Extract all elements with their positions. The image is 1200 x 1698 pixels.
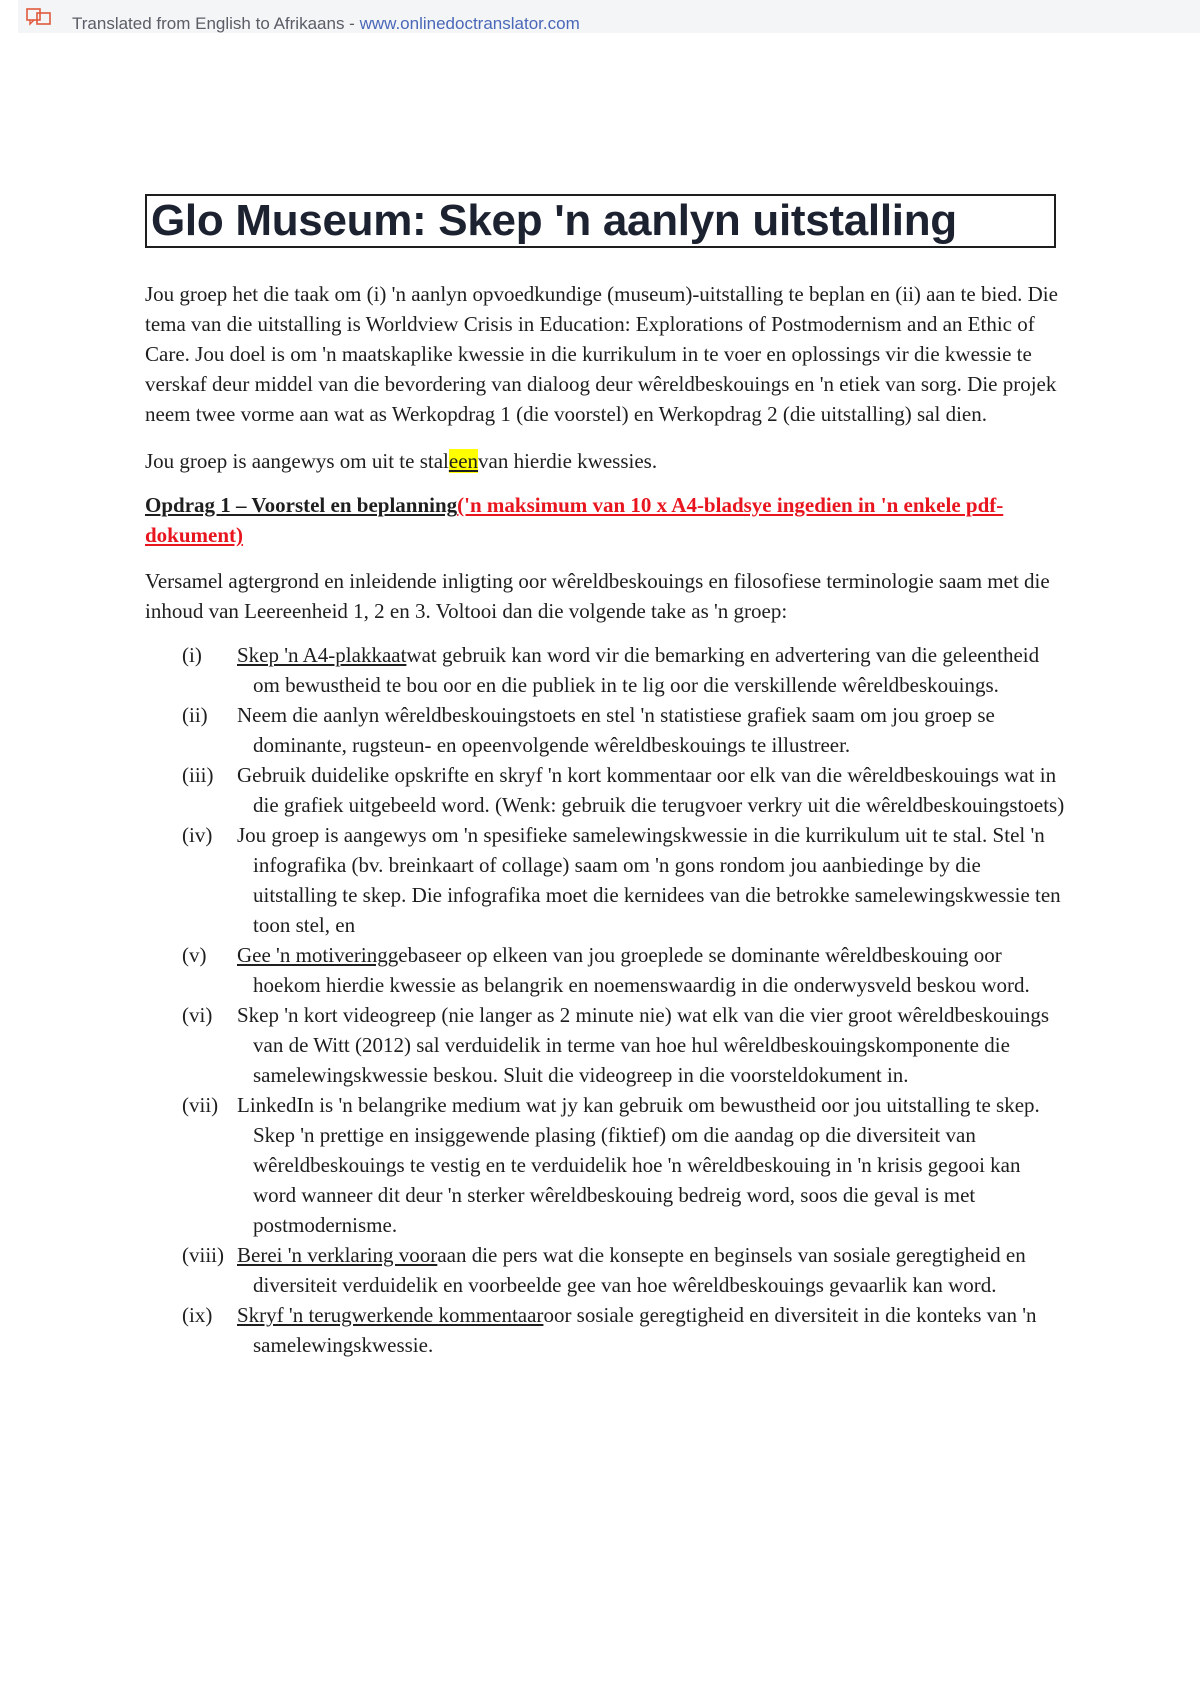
task-number: (vii) [182, 1093, 219, 1117]
task-item [145, 1090, 1065, 1240]
gather-paragraph: Versamel agtergrond en inleidende inligting oor wêreldbeskouings en filosofiese terminologie saam met die inhoud van Leereenheid 1, 2 en 3. Voltooi dan die volgende take as 'n groep: [145, 569, 1050, 623]
task-text: Skep 'n kort videogreep (nie langer as 2 minute nie) wat elk van die vier groot wêreldbeskouings van de Witt (2012) sal verduidelik in terme van hoe hul wêreldbeskouingskomponente die samelewingskwessie beskou. Sluit die videogreep in die voorsteldokument in. [237, 1003, 1050, 1087]
translate-icon [26, 8, 52, 26]
document-body [145, 279, 1065, 1360]
banner-link[interactable]: www.onlinedoctranslator.com [359, 14, 580, 33]
task-number: (ix) [182, 1303, 213, 1327]
banner-prefix: Translated from English to Afrikaans - [72, 14, 360, 33]
task-number: (i) [182, 643, 202, 667]
task-item [145, 1240, 1065, 1300]
task-item [145, 1000, 1065, 1090]
banner-text [72, 14, 580, 33]
task-text: LinkedIn is 'n belangrike medium wat jy kan gebruik om bewustheid oor jou uitstalling te skep. Skep 'n prettige en insiggewende plasing (fiktief) om die aandag op die diversiteit van wêreldbeskouings te vestig en te verduidelik hoe 'n wêreldbeskouing in 'n krisis gegooi kan word wanneer dit deur 'n sterker wêreldbeskouing bedreig word, soos die geval is met postmodernisme. [237, 1093, 1040, 1237]
task1-heading [145, 490, 1065, 550]
assignment-text-start: Jou groep is aangewys om uit te stal [145, 449, 449, 473]
task1-heading-note: ('n maksimum van 10 x A4-bladsye ingedien in 'n enkele pdf-dokument) [145, 493, 1004, 547]
task-lead: Berei 'n verklaring voor [237, 1243, 438, 1267]
task-number: (iii) [182, 763, 214, 787]
task-item [145, 940, 1065, 1000]
task-number: (viii) [182, 1243, 224, 1267]
task-lead: Skryf 'n terugwerkende kommentaar [237, 1303, 544, 1327]
task-number: (iv) [182, 823, 213, 847]
task-text: oor sosiale geregtigheid en diversiteit in die konteks van 'n samelewingskwessie. [253, 1303, 1037, 1357]
task1-heading-text: Opdrag 1 – Voorstel en beplanning [145, 493, 458, 517]
title-box [145, 194, 1056, 248]
task-number: (ii) [182, 703, 208, 727]
task-list [145, 640, 1065, 1360]
highlighted-word: een [448, 449, 479, 473]
assignment-text-end: van hierdie kwessies. [478, 449, 658, 473]
task-text: wat gebruik kan word vir die bemarking en advertering van die geleentheid om bewustheid te bou oor en die publiek in te lig oor die verskillende wêreldbeskouings. [253, 643, 1040, 697]
page-title: Glo Museum: Skep 'n aanlyn uitstalling [151, 196, 957, 245]
task-number: (v) [182, 943, 207, 967]
assignment-paragraph [145, 446, 1065, 476]
task-lead: Skep 'n A4-plakkaat [237, 643, 407, 667]
task-text: gebaseer op elkeen van jou groeplede se dominante wêreldbeskouing oor hoekom hierdie kwessie as belangrik en noemenswaardig in die onderwysveld beskou word. [253, 943, 1030, 997]
task-item [145, 760, 1065, 820]
intro-paragraph: Jou groep het die taak om (i) 'n aanlyn opvoedkundige (museum)-uitstalling te beplan en (ii) aan te bied. Die tema van die uitstalling is Worldview Crisis in Education: Explorations of Postmodernism and an Ethic of Care. Jou doel is om 'n maatskaplike kwessie in die kurrikulum in te voer en oplossings vir die kwessie te verskaf deur middel van die bevordering van dialoog deur wêreldbeskouings en 'n etiek van sorg. Die projek neem twee vorme aan wat as Werkopdrag 1 (die voorstel) en Werkopdrag 2 (die uitstalling) sal dien. [145, 282, 1058, 426]
task-item [145, 820, 1065, 940]
task-text: Gebruik duidelike opskrifte en skryf 'n kort kommentaar oor elk van die wêreldbeskouings wat in die grafiek uitgebeeld word. (Wenk: gebruik die terugvoer verkry uit die wêreldbeskouingstoets) [237, 763, 1065, 817]
task-text: aan die pers wat die konsepte en beginsels van sosiale geregtigheid en diversiteit verduidelik en voorbeelde gee van hoe wêreldbeskouings gevaarlik kan word. [253, 1243, 1026, 1297]
task-item [145, 1300, 1065, 1360]
task-text: Jou groep is aangewys om 'n spesifieke samelewingskwessie in die kurrikulum uit te stal. Stel 'n infografika (bv. breinkaart of collage) saam om 'n gons rondom jou aanbiedinge by die uitstalling te skep. Die infografika moet die kernidees van die betrokke samelewingskwessie ten toon stel, en [237, 823, 1061, 937]
task-item [145, 640, 1065, 700]
translation-banner [18, 0, 1200, 33]
task-number: (vi) [182, 1003, 213, 1027]
task-text: Neem die aanlyn wêreldbeskouingstoets en stel 'n statistiese grafiek saam om jou groep se dominante, rugsteun- en opeenvolgende wêreldbeskouings te illustreer. [237, 703, 995, 757]
task-lead: Gee 'n motivering [237, 943, 388, 967]
task-item [145, 700, 1065, 760]
